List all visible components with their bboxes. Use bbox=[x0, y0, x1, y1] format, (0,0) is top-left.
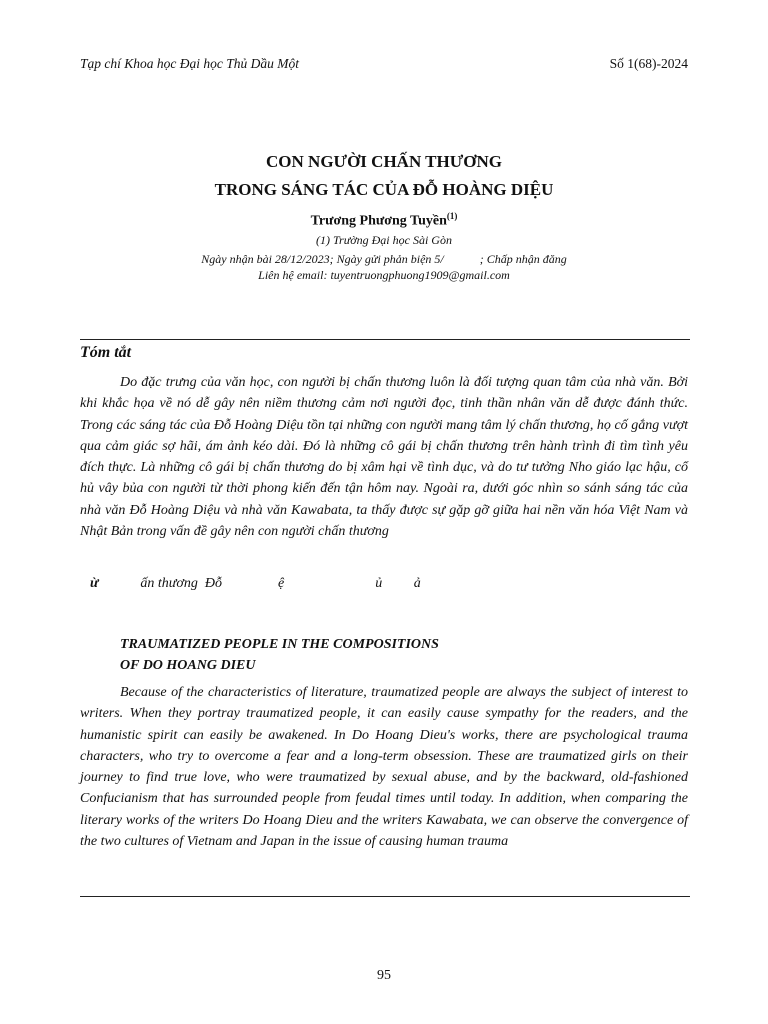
abstract-en-body: Because of the characteristics of literature, traumatized people are always the subject of interest to writers. When they portray traumatized people, it can easily cause sympathy for the readers, and the humanistic spirit can easily be awakened. In Do Hoang Dieu's works, there are psychological trauma characters, who try to overcome a fear and a long-term obsession. These are traumatized girls on their journey to find true love, who were traumatized by sexual abuse, and by the backward, old-fashioned Confucianism that has surrounded people from feudal times until today. In addition, when comparing the literary works of the writers Do Hoang Dieu and the writers Kawabata, we can observe the convergence of the two cultures of Vietnam and Japan in the issue of causing human trauma bbox=[80, 685, 688, 850]
abstract-vi-body: Do đặc trưng của văn học, con người bị chấn thương luôn là đối tượng quan tâm của nhà văn. Bởi khi khắc họa về nó dễ gây nên niềm thương cảm nơi người đọc, tinh thần nhân văn dễ được đánh thức. Trong các sáng tác của Đỗ Hoàng Diệu tồn tại những con người mang tâm lý chấn thương, họ cố gắng vượt qua cảm giác sợ hãi, ám ảnh kéo dài. Đó là những cô gái bị chấn thương trên hành trình đi tìm tình yêu đích thực. Là những cô gái bị chấn thương do bị xâm hại về tình dục, và do tư tưởng Nho giáo lạc hậu, cổ hủ vây bủa con người từ thời phong kiến đến tận hôm nay. Ngoài ra, dưới góc nhìn so sánh sáng tác của nhà văn Đỗ Hoàng Diệu và nhà văn Kawabata, ta thấy được sự gặp gỡ giữa hai nền văn hóa Việt Nam và Nhật Bản trong vấn đề gây nên con người chấn thương bbox=[80, 375, 688, 540]
journal-name: Tạp chí Khoa học Đại học Thủ Dầu Một bbox=[80, 56, 299, 71]
abstract-bottom-rule bbox=[80, 896, 690, 897]
english-title-line1: TRAUMATIZED PEOPLE IN THE COMPOSITIONS bbox=[120, 637, 439, 652]
article-title-line1: CON NGƯỜI CHẤN THƯƠNG bbox=[266, 152, 502, 171]
contact-email: Liên hệ email: tuyentruongphuong1909@gmail.com bbox=[258, 268, 510, 282]
author-affiliation: (1) Trường Đại học Sài Gòn bbox=[316, 233, 452, 247]
running-header bbox=[80, 56, 688, 76]
english-title bbox=[120, 634, 680, 676]
article-title bbox=[80, 148, 688, 204]
keywords-label: ừ bbox=[90, 576, 99, 591]
keywords-text: ấn thương Đỗ ệ ủ ả bbox=[98, 576, 421, 591]
page-number: 95 bbox=[377, 968, 391, 983]
author-affiliation-mark: (1) bbox=[446, 211, 458, 221]
author-line bbox=[80, 211, 688, 230]
submission-dates: Ngày nhận bài 28/12/2023; Ngày gửi phản biện 5/ ; Chấp nhận đăng bbox=[201, 252, 567, 266]
english-title-line2: OF DO HOANG DIEU bbox=[120, 658, 256, 673]
issue-number: Số 1(68)-2024 bbox=[609, 56, 688, 71]
article-title-line2: TRONG SÁNG TÁC CỦA ĐỖ HOÀNG DIỆU bbox=[214, 180, 554, 199]
author-name: Trương Phương Tuyền bbox=[310, 213, 447, 229]
abstract-top-rule bbox=[80, 339, 690, 340]
abstract-heading: Tóm tắt bbox=[80, 344, 132, 361]
keywords-line bbox=[90, 576, 421, 592]
